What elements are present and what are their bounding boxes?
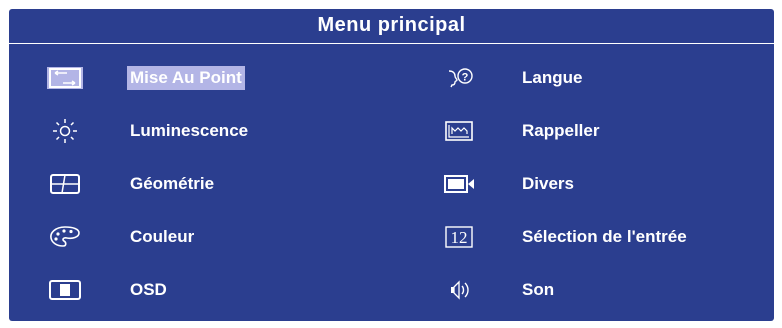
menu-item-divers[interactable] [439, 169, 769, 199]
geometry-icon [45, 169, 85, 199]
menu-item-rappeller[interactable] [439, 116, 769, 146]
menu-item-mise-au-point[interactable] [45, 63, 345, 93]
language-icon [439, 63, 479, 93]
osd-icon [45, 275, 85, 305]
menu-item-son[interactable] [439, 275, 769, 305]
menu-item-label: Sélection de l'entrée [522, 227, 687, 246]
menu-item-label: Mise Au Point [127, 66, 245, 90]
menu-item-label: Divers [522, 174, 574, 193]
menu-item-selection-entree[interactable] [439, 222, 769, 252]
input-select-icon-text: 12 [450, 228, 468, 247]
menu-item-label: Son [522, 280, 555, 299]
menu-item-geometrie[interactable] [45, 169, 345, 199]
menu-item-langue[interactable] [439, 63, 769, 93]
main-menu-panel [9, 9, 774, 321]
menu-item-luminescence[interactable] [45, 116, 345, 146]
menu-item-osd[interactable] [45, 275, 345, 305]
misc-icon [439, 169, 479, 199]
menu-item-label: Couleur [130, 227, 195, 246]
menu-item-label: Luminescence [130, 121, 249, 140]
recall-icon [439, 116, 479, 146]
color-palette-icon [45, 222, 85, 252]
menu-item-label: Langue [522, 68, 583, 87]
menu-item-label: Géométrie [130, 174, 215, 193]
screen-adjust-icon [45, 63, 85, 93]
sound-speaker-icon [439, 275, 479, 305]
menu-item-label: Rappeller [522, 121, 600, 140]
title-divider [9, 43, 774, 44]
brightness-sun-icon [45, 116, 85, 146]
menu-title: Menu principal [317, 14, 466, 36]
menu-item-couleur[interactable] [45, 222, 345, 252]
svg-text:?: ? [461, 71, 469, 84]
menu-item-label: OSD [130, 280, 167, 299]
input-select-icon [439, 222, 479, 252]
